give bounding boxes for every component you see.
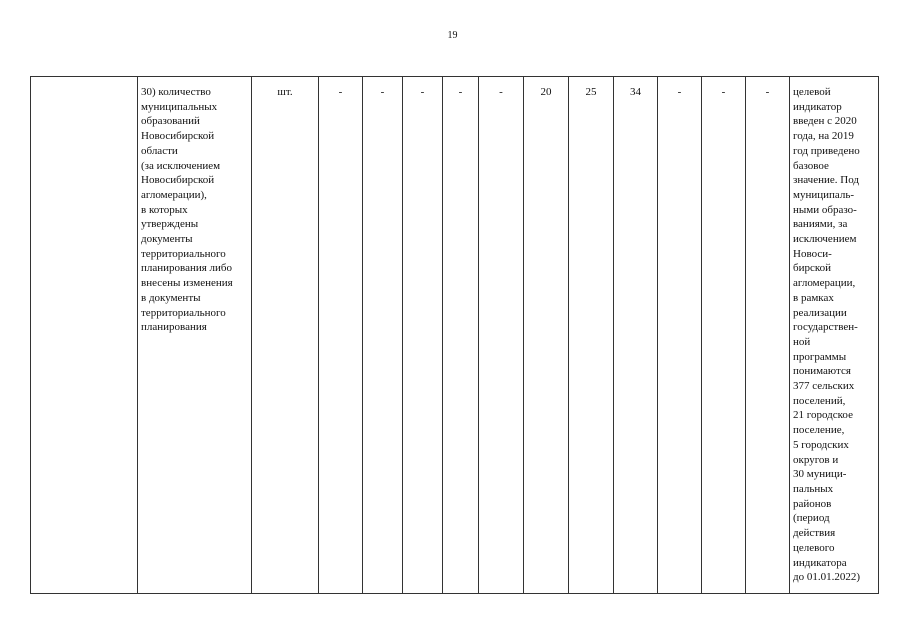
value-cell: 34 xyxy=(614,77,658,594)
value-cell: - xyxy=(319,77,363,594)
page-number: 19 xyxy=(447,30,458,41)
table-row xyxy=(31,77,879,594)
value-cell: - xyxy=(443,77,479,594)
note-cell: целевой индикатор введен с 2020 года, на 2019 год приведено базовое значение. Под муниципаль- ными образо- ваниями, за исключением Новоси- бирской агломерации, в рамках реализации государствен- ной программы понимаются 377 сельских поселений, 21 городское поселение, 5 городских округов и 30 муници- пальных районов (период действия целевого индикатора до 01.01.2022) xyxy=(790,77,879,594)
value-cell: - xyxy=(479,77,524,594)
value-cell: 20 xyxy=(524,77,569,594)
unit-cell: шт. xyxy=(252,77,319,594)
value-cell: - xyxy=(658,77,702,594)
value-cell: - xyxy=(403,77,443,594)
value-cell: - xyxy=(363,77,403,594)
value-cell: 25 xyxy=(569,77,614,594)
indicator-table xyxy=(30,76,879,594)
indicator-name-cell: 30) количество муниципальных образований Новосибирской области (за исключением Новосибирской агломерации), в которых утверждены документы территориального планирования либо внесены изменения в документы территориального планирования xyxy=(138,77,252,594)
value-cell: - xyxy=(702,77,746,594)
blank-cell xyxy=(31,77,138,594)
value-cell: - xyxy=(746,77,790,594)
